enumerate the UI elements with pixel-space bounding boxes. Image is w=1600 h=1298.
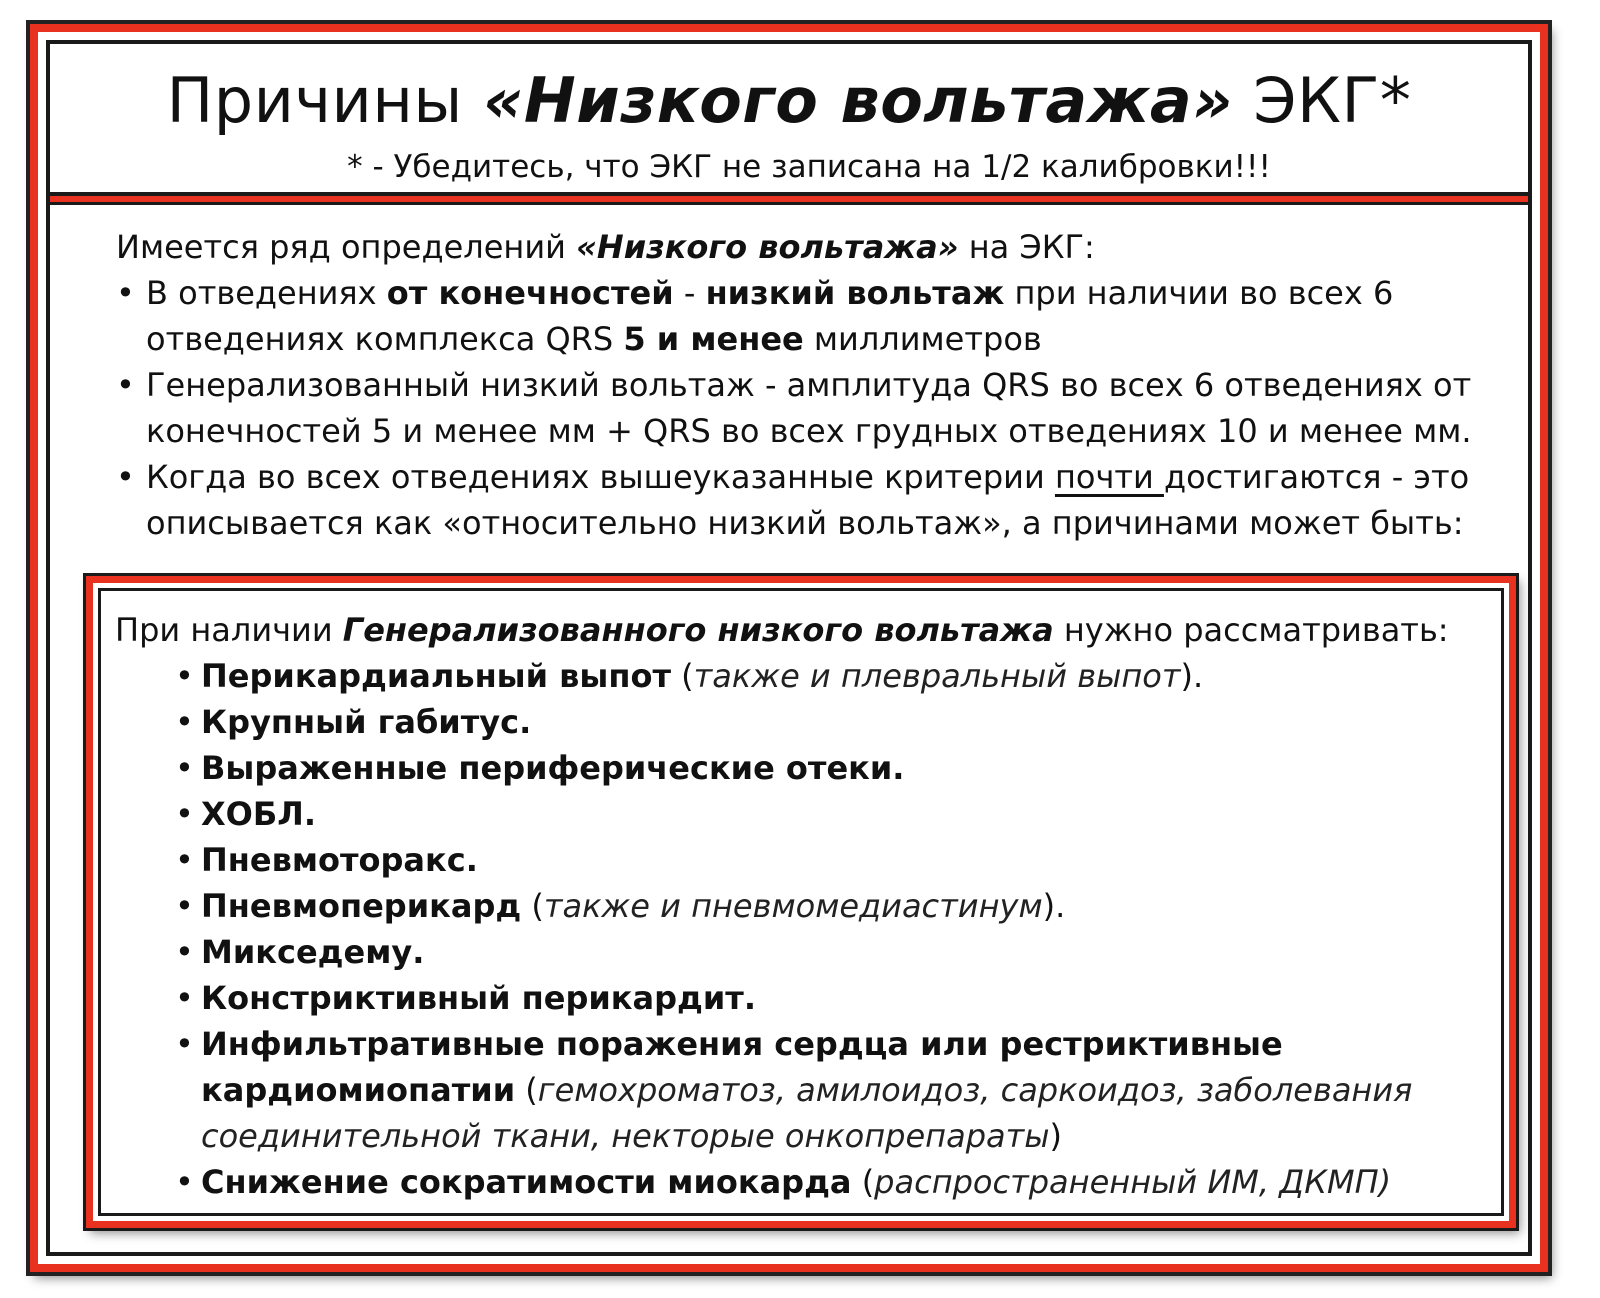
cause-note: гемохроматоз, амилоидоз, саркоидоз, заболевания соединительной ткани, некторые онкопрепараты (201, 1071, 1413, 1155)
def1-text-4: миллиметров (803, 320, 1042, 358)
cause-title: ХОБЛ. (201, 795, 316, 833)
cause-paren: ( (515, 1071, 538, 1109)
cause-paren: ) (1049, 1117, 1063, 1155)
list-item (175, 883, 1495, 929)
intro-emphasis: «Низкого вольтажа» (576, 228, 959, 266)
cause-paren: ( (851, 1163, 875, 1201)
page-title (50, 66, 1528, 136)
definition-item-generalized: • Генерализованный низкий вольтаж - амплитуда QRS во всех 6 отведениях от конечностей 5 и менее мм + QRS во всех грудных отведениях 10 и менее мм. (116, 362, 1536, 454)
list-item (175, 791, 1495, 837)
def1-bold-2: низкий вольтаж (705, 274, 1005, 312)
causes-content (115, 607, 1495, 1205)
causes-intro-text: При наличии (115, 611, 343, 649)
cause-paren: ( (521, 887, 544, 925)
header (50, 44, 1528, 196)
list-item (175, 1159, 1495, 1205)
title-suffix: ЭКГ* (1233, 64, 1412, 137)
list-item (175, 653, 1495, 699)
cause-title: Пневмоперикард (201, 887, 522, 925)
cause-title: Снижение сократимости миокарда (201, 1163, 852, 1201)
definition-item-relative (116, 454, 1536, 546)
def3-underlined: почти (1054, 458, 1164, 496)
definitions-section (116, 224, 1536, 546)
header-divider (50, 196, 1528, 205)
cause-title: Констриктивный перикардит. (201, 979, 756, 1017)
cause-title: Инфильтративные поражения сердца или рестриктивные кардиомиопатии (201, 1025, 1283, 1109)
intro-text: Имеется ряд определений (116, 228, 577, 266)
cause-paren: ). (1180, 657, 1204, 695)
cause-title: Перикардиальный выпот (201, 657, 671, 695)
def1-bold-1: от конечностей (386, 274, 674, 312)
outer-frame (30, 24, 1548, 1272)
page-subtitle: * - Убедитесь, что ЭКГ не записана на 1/2 калибровки!!! (347, 149, 1271, 185)
causes-box (86, 576, 1516, 1228)
cause-note: также и пневмомедиастинум (543, 887, 1043, 925)
cause-title: Микседему. (201, 933, 425, 971)
title-text: Причины (166, 64, 484, 137)
list-item (175, 1021, 1495, 1159)
intro-suffix: на ЭКГ: (958, 228, 1095, 266)
definitions-intro (116, 224, 1536, 270)
def1-bold-3: 5 и менее (623, 320, 804, 358)
definition-item-limb-leads (116, 270, 1536, 362)
cause-paren: ). (1042, 887, 1066, 925)
list-item (175, 837, 1495, 883)
causes-list (115, 653, 1495, 1205)
cause-title: Пневмоторакс. (201, 841, 478, 879)
cause-note: распространенный ИМ, ДКМП) (874, 1163, 1392, 1201)
list-item (175, 699, 1495, 745)
def1-text-1: В отведениях (146, 274, 387, 312)
inner-frame (46, 40, 1532, 1256)
causes-intro (115, 607, 1495, 653)
def3-text-2: достигаются - это описывается как «относительно низкий вольтаж», а причинами может быть: (146, 458, 1470, 542)
def1-text-3: при наличии во всех 6 отведениях комплекса QRS (146, 274, 1394, 358)
cause-title: Крупный габитус. (201, 703, 532, 741)
title-emphasis: «Низкого вольтажа» (483, 64, 1234, 137)
def1-text-2: - (673, 274, 706, 312)
list-item (175, 929, 1495, 975)
cause-paren: ( (671, 657, 694, 695)
causes-intro-emphasis: Генерализованного низкого вольтажа (342, 611, 1054, 649)
causes-intro-suffix: нужно рассматривать: (1053, 611, 1449, 649)
list-item (175, 975, 1495, 1021)
def3-text-1: Когда во всех отведениях вышеуказанные критерии (146, 458, 1055, 496)
cause-note: также и плевральный выпот (693, 657, 1181, 695)
cause-title: Выраженные периферические отеки. (201, 749, 905, 787)
list-item (175, 745, 1495, 791)
